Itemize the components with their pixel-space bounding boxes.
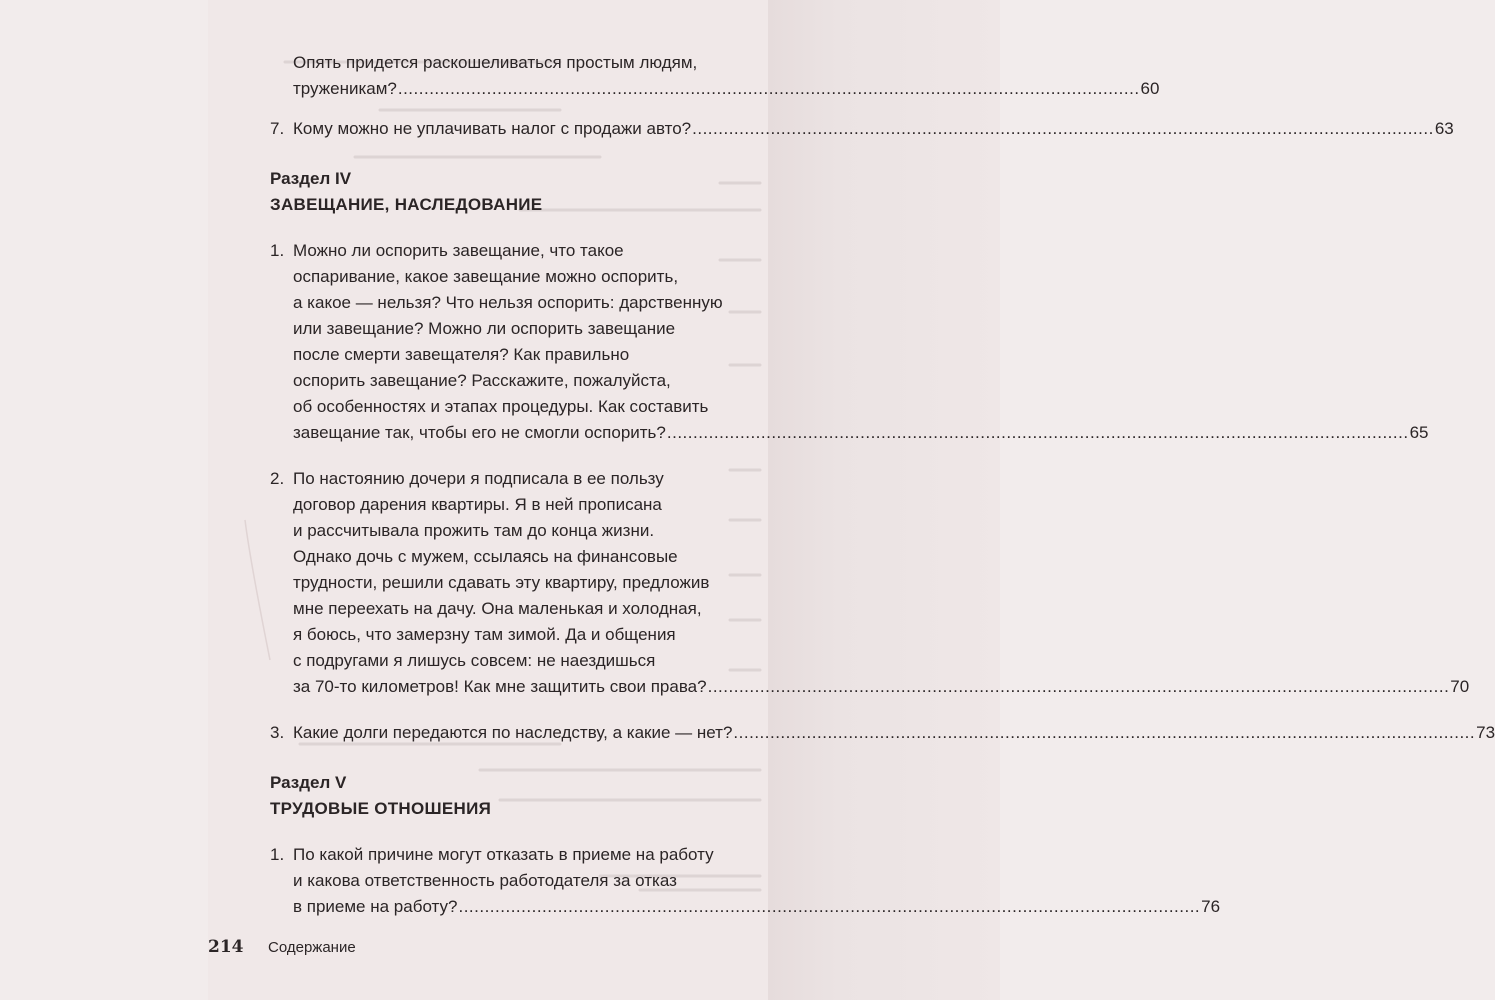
toc-entry-line: оспорить завещание? Расскажите, пожалуйста,: [293, 371, 671, 390]
page-number: 214: [208, 937, 244, 957]
toc-entry-line: оспаривание, какое завещание можно оспорить,: [293, 267, 679, 286]
toc-entry-line: за 70-то километров! Как мне защитить свои права?: [293, 677, 707, 696]
section-title: ТРУДОВЫЕ ОТНОШЕНИЯ: [270, 799, 492, 818]
toc-entry-number: 3.: [270, 723, 285, 742]
leader-dots: [708, 674, 1450, 700]
toc-entry-line: Можно ли оспорить завещание, что такое: [293, 241, 624, 260]
toc-entry-line: труженикам?: [293, 79, 397, 98]
toc-page-number: 76: [1201, 897, 1221, 916]
toc-entry[interactable]: [270, 466, 1470, 700]
toc-entry-line: об особенностях и этапах процедуры. Как составить: [293, 397, 709, 416]
toc-entry-line: Кому можно не уплачивать налог с продажи авто?: [293, 119, 692, 138]
toc-page-number: 73: [1476, 723, 1495, 742]
toc-entry-line: трудности, решили сдавать эту квартиру, предложив: [293, 573, 710, 592]
toc-entry-line: и какова ответственность работодателя за отказ: [293, 871, 677, 890]
toc-entry-line: Однако дочь с мужем, ссылаясь на финансовые: [293, 547, 678, 566]
toc-entry-number: 2.: [270, 469, 285, 488]
toc-entry-line: мне переехать на дачу. Она маленькая и холодная,: [293, 599, 702, 618]
leader-dots: [667, 420, 1409, 446]
running-head: Содержание: [268, 939, 356, 956]
toc-entry-line: и рассчитывала прожить там до конца жизни.: [293, 521, 655, 540]
toc-entry[interactable]: [270, 842, 1221, 920]
leader-dots: [733, 720, 1475, 746]
toc-entry-line: завещание так, чтобы его не смогли оспорить?: [293, 423, 666, 442]
toc-entry[interactable]: [270, 238, 1429, 446]
toc-entry[interactable]: [270, 720, 1495, 746]
toc-entry[interactable]: [270, 116, 1454, 142]
leader-dots: [458, 894, 1200, 920]
section-label: Раздел IV: [270, 169, 352, 188]
toc-entry-line: или завещание? Можно ли оспорить завещание: [293, 319, 676, 338]
toc-entry-line: в приеме на работу?: [293, 897, 458, 916]
section-title: ЗАВЕЩАНИЕ, НАСЛЕДОВАНИЕ: [270, 195, 543, 214]
leader-dots: [398, 76, 1140, 102]
toc-entry-number: 7.: [270, 119, 285, 138]
toc-entry-number: [270, 50, 293, 102]
leader-dots: [692, 116, 1434, 142]
toc-entry-line: а какое — нельзя? Что нельзя оспорить: дарственную: [293, 293, 723, 312]
toc-entry-line: договор дарения квартиры. Я в ней прописана: [293, 495, 662, 514]
toc-entry-number: 1.: [270, 845, 285, 864]
toc-entry[interactable]: [270, 50, 1160, 102]
toc-entry-line: после смерти завещателя? Как правильно: [293, 345, 630, 364]
page-footer: [208, 937, 244, 957]
toc-page-number: 63: [1434, 119, 1454, 138]
toc-page-number: 60: [1140, 79, 1160, 98]
toc-entry-line: с подругами я лишусь совсем: не наездишься: [293, 651, 656, 670]
toc-entry-number: 1.: [270, 241, 285, 260]
toc-entry-line: Опять придется раскошеливаться простым людям,: [293, 53, 698, 72]
section-label: Раздел V: [270, 773, 347, 792]
toc-entry-line: я боюсь, что замерзну там зимой. Да и общения: [293, 625, 676, 644]
toc-page-number: 65: [1409, 423, 1429, 442]
toc-entry-line: По настоянию дочери я подписала в ее пользу: [293, 469, 664, 488]
toc-page-number: 70: [1450, 677, 1470, 696]
table-of-contents: [270, 50, 1495, 920]
toc-entry-line: По какой причине могут отказать в приеме на работу: [293, 845, 714, 864]
toc-entry-line: Какие долги передаются по наследству, а какие — нет?: [293, 723, 733, 742]
